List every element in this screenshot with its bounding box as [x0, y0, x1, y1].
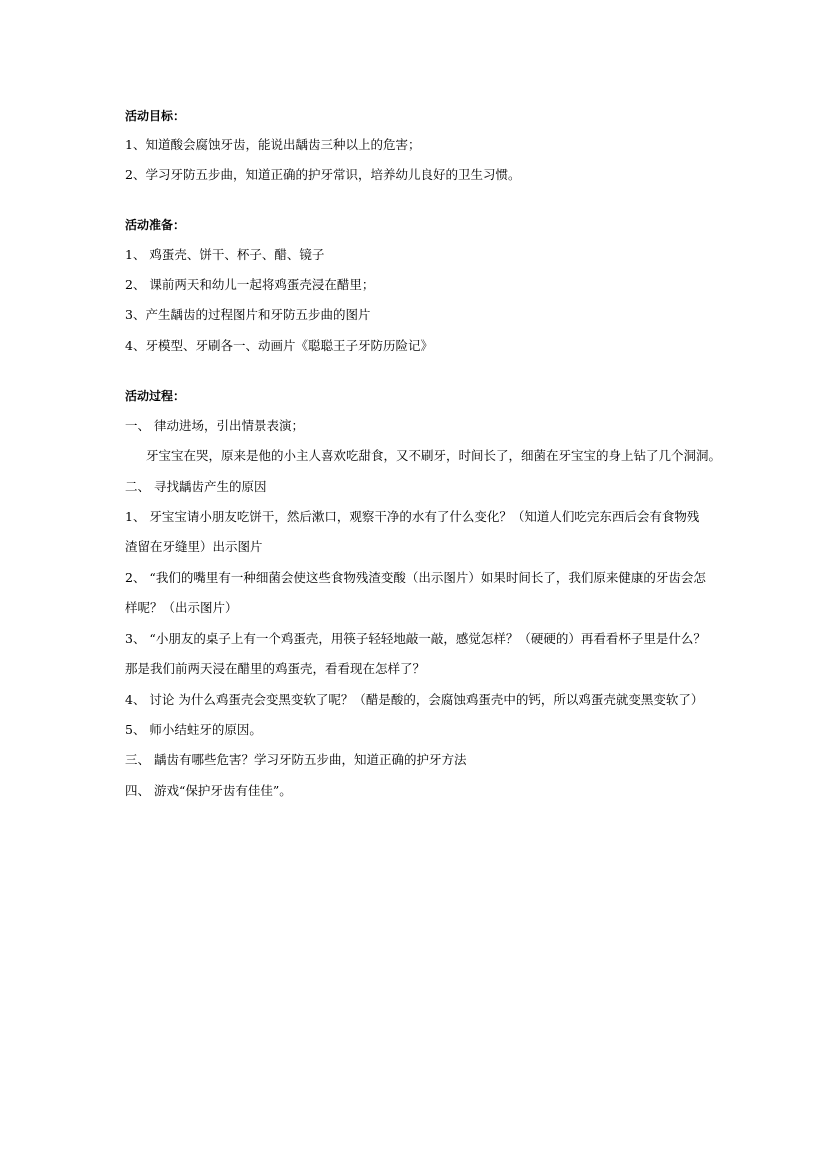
prep-item-4: 4、牙模型、牙刷各一、动画片《聪聪王子牙防历险记》: [125, 338, 433, 353]
prep-heading: 活动准备：: [125, 218, 186, 232]
prep-item-3: 3、产生龋齿的过程图片和牙防五步曲的图片: [125, 307, 371, 322]
process-line: 5、 师小结蛀牙的原因。: [125, 722, 262, 737]
process-line: 那是我们前两天浸在醋里的鸡蛋壳，看看现在怎样了？: [125, 661, 426, 676]
process-line: 三、 龋齿有哪些危害？学习牙防五步曲，知道正确的护牙方法: [125, 752, 467, 767]
goals-heading: 活动目标：: [125, 109, 186, 123]
goals-item-1: 1、知道酸会腐蚀牙齿，能说出龋齿三种以上的危害；: [125, 137, 421, 152]
process-line: 四、 游戏“保护牙齿有佳佳”。: [125, 783, 292, 798]
process-line: 二、 寻找龋齿产生的原因: [125, 479, 267, 494]
process-line: 渣留在牙缝里）出示图片: [125, 539, 263, 554]
process-heading: 活动过程：: [125, 389, 186, 403]
process-line: 一、 律动进场，引出情景表演；: [125, 418, 304, 433]
process-line: 1、 牙宝宝请小朋友吃饼干，然后漱口，观察干净的水有了什么变化？（知道人们吃完东西后会有食物残: [125, 509, 700, 524]
process-line: 4、 讨论 为什么鸡蛋壳会变黑变软了呢？（醋是酸的，会腐蚀鸡蛋壳中的钙，所以鸡蛋壳就变黑变软了）: [125, 692, 704, 707]
process-line: 3、 “小朋友的桌子上有一个鸡蛋壳，用筷子轻轻地敲一敲，感觉怎样？（硬硬的）再看看杯子里是什么？: [125, 631, 706, 646]
goals-item-2: 2、学习牙防五步曲，知道正确的护牙常识，培养幼儿良好的卫生习惯。: [125, 167, 521, 182]
process-line: 牙宝宝在哭，原来是他的小主人喜欢吃甜食，又不刷牙，时间长了，细菌在牙宝宝的身上钻了几个洞洞。: [146, 448, 722, 463]
prep-item-2: 2、 课前两天和幼儿一起将鸡蛋壳浸在醋里；: [125, 277, 375, 292]
prep-item-1: 1、 鸡蛋壳、饼干、杯子、醋、镜子: [125, 247, 325, 262]
process-line: 2、 “我们的嘴里有一种细菌会使这些食物残渣变酸（出示图片）如果时间长了，我们原来健康的牙齿会怎: [125, 570, 706, 585]
process-line: 样呢？（出示图片）: [125, 600, 238, 615]
